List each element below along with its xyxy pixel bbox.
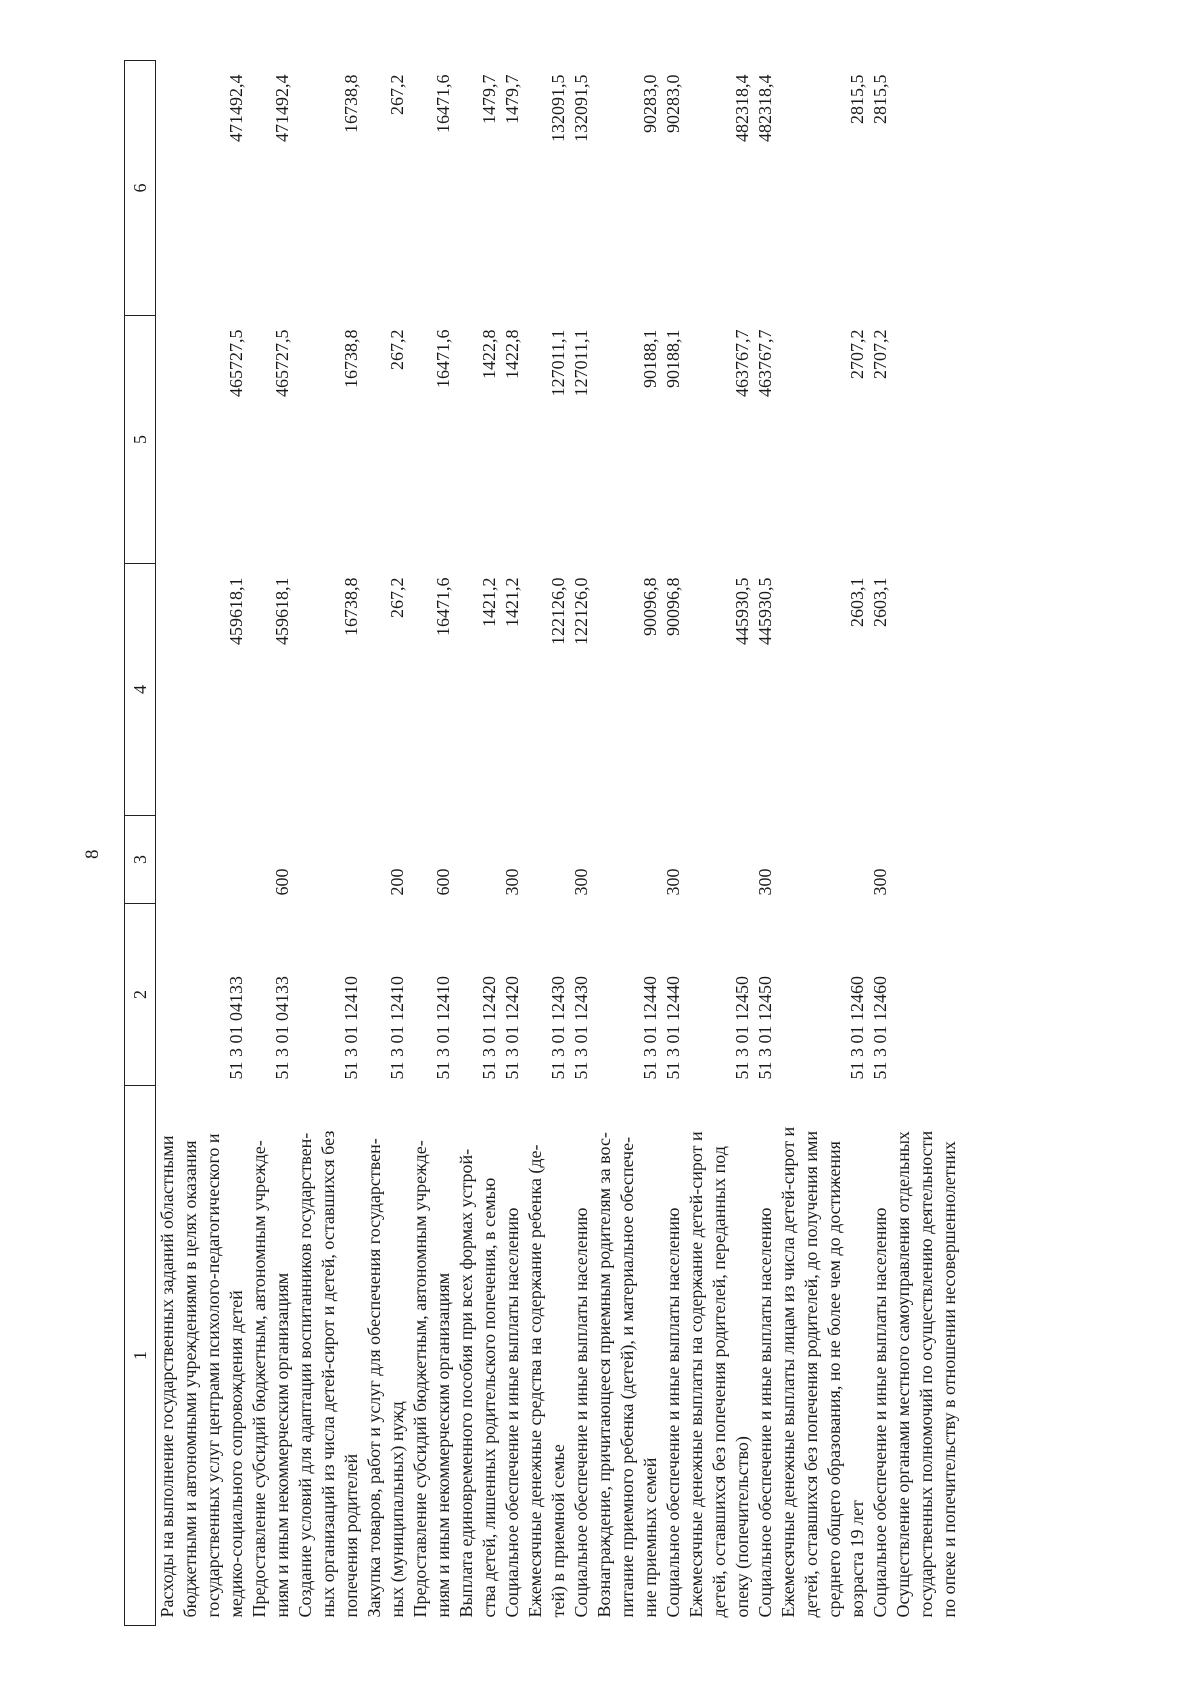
row-value-col5: 127011,1 <box>548 329 568 397</box>
table-row <box>409 61 455 1626</box>
description-line: Социальное обеспечение и иные выплаты населению <box>571 1207 591 1618</box>
row-expense-type: 300 <box>571 868 591 896</box>
row-code: 51 3 01 12460 <box>847 976 867 1080</box>
row-code <box>892 904 961 1086</box>
row-code: 51 3 01 04133 <box>272 976 292 1080</box>
row-expense-type: 600 <box>433 868 453 896</box>
description-line: медико-социального сопровождения детей <box>226 1290 246 1618</box>
table-row <box>524 61 570 1626</box>
row-code: 51 3 01 12450 <box>755 976 775 1080</box>
row-value-col6: 471492,4 <box>226 74 246 142</box>
table-row <box>593 61 662 1626</box>
row-description <box>363 1086 409 1626</box>
row-value-col6: 16471,6 <box>433 74 453 133</box>
row-value-col5: 2707,2 <box>870 329 890 379</box>
row-value-col6: 90283,0 <box>663 74 683 133</box>
description-line: государственных услуг центрами психолого-педагогического и <box>203 1133 223 1618</box>
description-line: ства детей, лишенных родительского попечения, в семью <box>479 1177 499 1618</box>
row-expense-type: 600 <box>272 868 292 896</box>
row-code: 51 3 01 12440 <box>663 976 683 1080</box>
row-description <box>524 1086 570 1626</box>
description-line: Ежемесячные денежные выплаты лицам из числа детей-сирот и <box>778 1126 798 1618</box>
description-line: детей, оставшихся без попечения родителей, до получения ими <box>801 1130 821 1618</box>
table-row <box>754 61 777 1626</box>
table-header-row <box>125 61 156 1626</box>
row-value-col4: 90096,8 <box>640 577 660 636</box>
description-line: ных (муниципальных) нужд <box>387 1401 407 1618</box>
table-row <box>869 61 892 1626</box>
row-description <box>662 1086 685 1626</box>
row-description <box>156 1086 249 1626</box>
row-value-col4: 2603,1 <box>870 577 890 627</box>
row-value-col4: 1421,2 <box>479 577 499 627</box>
description-line: питание приемного ребенка (детей), и материальное обеспече- <box>617 1136 637 1618</box>
budget-table <box>124 60 961 1626</box>
column-header-6: 6 <box>125 61 156 316</box>
description-line: Осуществление органами местного самоуправления отдельных <box>893 1131 913 1618</box>
description-line: Ежемесячные денежные средства на содержание ребенка (де- <box>525 1144 545 1618</box>
row-value-col5: 127011,1 <box>571 329 591 397</box>
row-value-col6: 132091,5 <box>548 74 568 142</box>
description-line: Социальное обеспечение и иные выплаты населению <box>502 1207 522 1618</box>
row-code: 51 3 01 12440 <box>640 976 660 1080</box>
column-header-4: 4 <box>125 564 156 816</box>
description-line: ниям и иным некоммерческим организациям <box>433 1272 453 1618</box>
description-line: государственных полномочий по осуществлению деятельности <box>916 1130 936 1618</box>
table-row <box>363 61 409 1626</box>
row-value-col4: 445930,5 <box>732 577 752 645</box>
row-description <box>455 1086 501 1626</box>
row-expense-type <box>685 816 754 904</box>
row-expense-type: 300 <box>502 868 522 896</box>
row-value-col4: 445930,5 <box>755 577 775 645</box>
row-description <box>685 1086 754 1626</box>
description-line: Ежемесячные денежные выплаты на содержание детей-сирот и <box>686 1131 706 1618</box>
table-row <box>662 61 685 1626</box>
row-description <box>501 1086 524 1626</box>
row-code: 51 3 01 12450 <box>732 976 752 1080</box>
row-value-col4 <box>892 564 961 816</box>
row-value-col6: 1479,7 <box>479 74 499 124</box>
row-value-col6: 132091,5 <box>571 74 591 142</box>
row-description <box>248 1086 294 1626</box>
page-number: 8 <box>82 849 103 859</box>
row-expense-type: 300 <box>755 868 775 896</box>
column-header-3: 3 <box>125 816 156 904</box>
row-code: 51 3 01 12430 <box>548 976 568 1080</box>
table-row <box>685 61 754 1626</box>
row-value-col5: 16471,6 <box>433 329 453 388</box>
description-line: по опеке и попечительству в отношении несовершеннолетних <box>939 1141 959 1618</box>
row-value-col5: 463767,7 <box>755 329 775 397</box>
description-line: ниям и иным некоммерческим организациям <box>272 1272 292 1618</box>
description-line: возраста 19 лет <box>847 1500 867 1618</box>
row-code: 51 3 01 12420 <box>479 976 499 1080</box>
column-header-2: 2 <box>125 904 156 1086</box>
row-value-col6: 2815,5 <box>870 74 890 124</box>
row-value-col5: 465727,5 <box>272 329 292 397</box>
row-value-col6: 267,2 <box>387 74 407 115</box>
row-description <box>593 1086 662 1626</box>
row-code: 51 3 01 12420 <box>502 976 522 1080</box>
row-code: 51 3 01 12410 <box>341 976 361 1080</box>
description-line: бюджетными и автономными учреждениями в целях оказания <box>180 1140 200 1618</box>
table-body <box>156 61 962 1626</box>
row-value-col4: 90096,8 <box>663 577 683 636</box>
row-code: 51 3 01 12410 <box>433 976 453 1080</box>
description-line: Социальное обеспечение и иные выплаты населению <box>755 1207 775 1618</box>
row-value-col6: 482318,4 <box>732 74 752 142</box>
description-line: Социальное обеспечение и иные выплаты населению <box>870 1207 890 1618</box>
column-header-5: 5 <box>125 316 156 564</box>
row-value-col5: 267,2 <box>387 329 407 370</box>
description-line: ние приемных семей <box>640 1457 660 1618</box>
row-code: 51 3 01 12430 <box>571 976 591 1080</box>
table-row <box>777 61 869 1626</box>
row-value-col6: 482318,4 <box>755 74 775 142</box>
description-line: Выплата единовременного пособия при всех формах устрой- <box>456 1148 476 1618</box>
description-line: Создание условий для адаптации воспитанников государствен- <box>295 1132 315 1618</box>
row-value-col5: 465727,5 <box>226 329 246 397</box>
row-value-col5 <box>892 316 961 564</box>
description-line: Вознаграждение, причитающееся приемным родителям за вос- <box>594 1132 614 1618</box>
row-expense-type <box>524 816 570 904</box>
row-value-col5: 90188,1 <box>663 329 683 388</box>
row-value-col6: 90283,0 <box>640 74 660 133</box>
row-value-col6: 16738,8 <box>341 74 361 133</box>
row-value-col4: 1421,2 <box>502 577 522 627</box>
row-expense-type <box>156 816 249 904</box>
description-line: Расходы на выполнение государственных заданий областными <box>157 1135 177 1618</box>
row-code: 51 3 01 12410 <box>387 976 407 1080</box>
table-row <box>570 61 593 1626</box>
description-line: детей, оставшихся без попечения родителей, переданных под <box>709 1146 729 1618</box>
row-description <box>409 1086 455 1626</box>
row-code: 51 3 01 04133 <box>226 976 246 1080</box>
row-value-col4: 459618,1 <box>272 577 292 645</box>
description-line: Предоставление субсидий бюджетным, автономным учрежде- <box>249 1140 269 1618</box>
table-row <box>455 61 501 1626</box>
row-description <box>777 1086 869 1626</box>
row-value-col4: 16738,8 <box>341 577 361 636</box>
row-expense-type <box>593 816 662 904</box>
row-expense-type <box>892 816 961 904</box>
row-description <box>892 1086 961 1626</box>
row-value-col6: 2815,5 <box>847 74 867 124</box>
description-line: Закупка товаров, работ и услуг для обеспечения государствен- <box>364 1138 384 1618</box>
row-expense-type: 300 <box>663 868 683 896</box>
row-description <box>294 1086 363 1626</box>
description-line: тей) в приемной семье <box>548 1444 568 1618</box>
row-value-col4: 2603,1 <box>847 577 867 627</box>
description-line: попечения родителей <box>341 1453 361 1618</box>
row-value-col6 <box>892 61 961 316</box>
table-row <box>156 61 249 1626</box>
row-value-col4: 122126,0 <box>571 577 591 645</box>
row-value-col5: 2707,2 <box>847 329 867 379</box>
description-line: Предоставление субсидий бюджетным, автономным учрежде- <box>410 1140 430 1618</box>
column-header-1: 1 <box>125 1086 156 1626</box>
row-expense-type <box>455 816 501 904</box>
row-value-col6: 1479,7 <box>502 74 522 124</box>
row-value-col4: 122126,0 <box>548 577 568 645</box>
row-description <box>570 1086 593 1626</box>
row-expense-type <box>777 816 869 904</box>
table-row <box>501 61 524 1626</box>
row-code: 51 3 01 12460 <box>870 976 890 1080</box>
table-row <box>248 61 294 1626</box>
table-row <box>294 61 363 1626</box>
row-value-col4: 459618,1 <box>226 577 246 645</box>
row-value-col4: 267,2 <box>387 577 407 618</box>
row-value-col6: 471492,4 <box>272 74 292 142</box>
description-line: среднего общего образования, но не более чем до достижения <box>824 1141 844 1618</box>
row-value-col5: 463767,7 <box>732 329 752 397</box>
description-line: ных организаций из числа детей-сирот и детей, оставшихся без <box>318 1130 338 1618</box>
row-value-col4: 16471,6 <box>433 577 453 636</box>
row-value-col5: 16738,8 <box>341 329 361 388</box>
row-expense-type <box>294 816 363 904</box>
row-expense-type: 200 <box>387 868 407 896</box>
row-description <box>869 1086 892 1626</box>
table-row <box>892 61 961 1626</box>
description-line: опеку (попечительство) <box>732 1436 752 1618</box>
row-value-col5: 1422,8 <box>479 329 499 379</box>
row-description <box>754 1086 777 1626</box>
row-expense-type: 300 <box>870 868 890 896</box>
row-value-col5: 90188,1 <box>640 329 660 388</box>
row-value-col5: 1422,8 <box>502 329 522 379</box>
description-line: Социальное обеспечение и иные выплаты населению <box>663 1207 683 1618</box>
